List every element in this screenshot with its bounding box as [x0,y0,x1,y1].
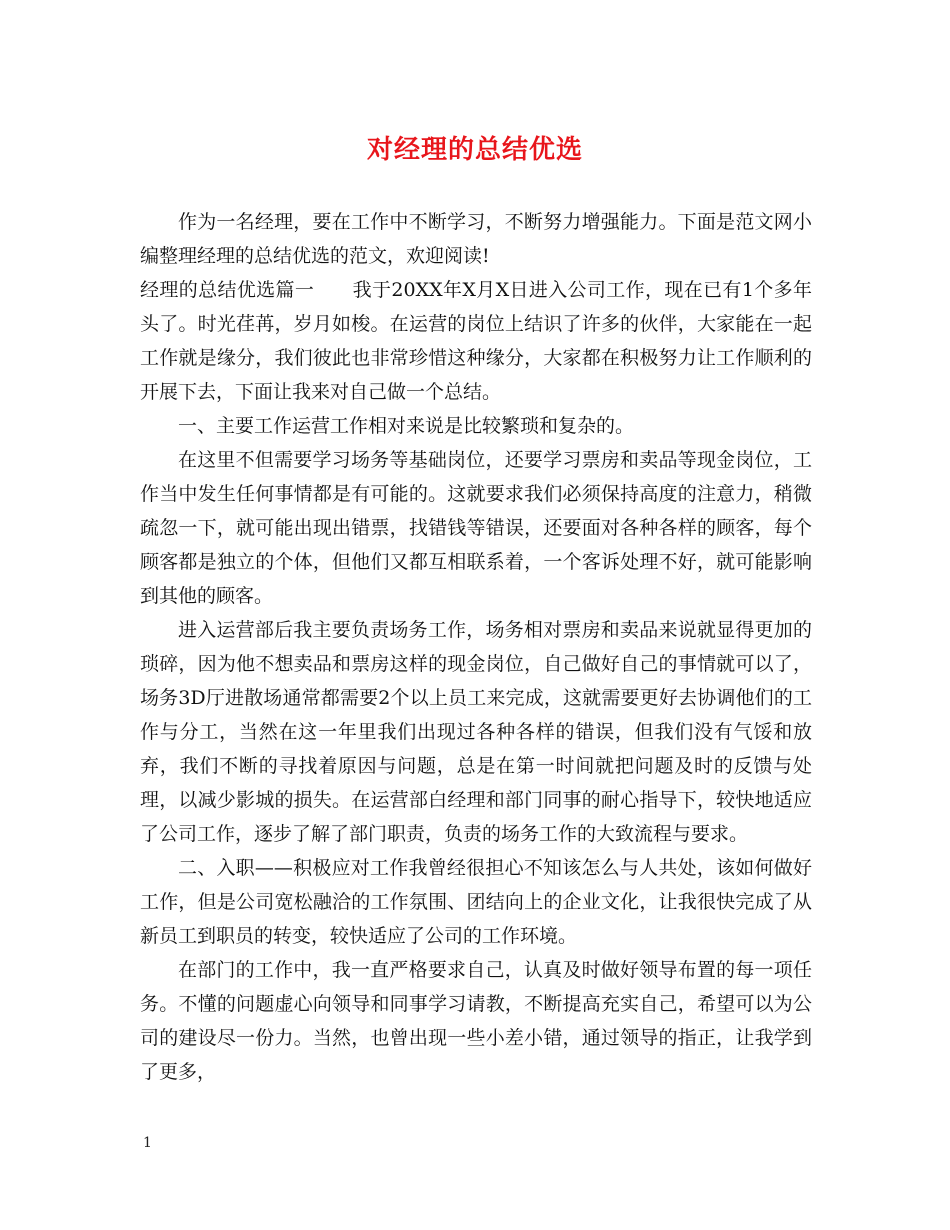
page-title: 对经理的总结优选 [366,135,583,165]
section-first-text: 我于20XX年X月X日进入公司工作，现在已有1个多年头了。时光荏苒，岁月如梭。在运营的岗位上结识了许多的伙伴，大家能在一起工作就是缘分，我们彼此也非常珍惜这种缘分，大家都在积极努力让工作顺利的开展下去，下面让我来对自己做一个总结。 [140,279,812,403]
body-paragraph-3: 进入运营部后我主要负责场务工作，场务相对票房和卖品来说就显得更加的琐碎，因为他不想卖品和票房这样的现金岗位，自己做好自己的事情就可以了，场务3D厅进散场通常都需要2个以上员工来完成，这就需要更好去协调他们的工作与分工，当然在这一年里我们出现过各种各样的错误，但我们没有气馁和放弃，我们不断的寻找着原因与问题，总是在第一时间就把问题及时的反馈与处理，以减少影城的损失。在运营部白经理和部门同事的耐心指导下，较快地适应了公司工作，逐步了解了部门职责，负责的场务工作的大致流程与要求。 [140,619,812,845]
body-paragraph-1: 一、主要工作运营工作相对来说是比较繁琐和复杂的。 [178,415,635,437]
body-paragraph-4: 二、入职——积极应对工作我曾经很担心不知该怎么与人共处，该如何做好工作，但是公司宽松融洽的工作氛围、团结向上的企业文化，让我很快完成了从新员工到职员的转变，较快适应了公司的工作环境。 [140,857,812,947]
section-one-paragraph [140,273,812,409]
document-body [140,205,812,1089]
body-paragraph-2: 在这里不但需要学习场务等基础岗位，还要学习票房和卖品等现金岗位，工作当中发生任何事情都是有可能的。这就要求我们必须保持高度的注意力，稍微疏忽一下，就可能出现出错票，找错钱等错误，还要面对各种各样的顾客，每个顾客都是独立的个体，但他们又都互相联系着，一个客诉处理不好，就可能影响到其他的顾客。 [140,449,812,607]
page-number: 1 [143,1135,152,1151]
body-paragraph-5: 在部门的工作中，我一直严格要求自己，认真及时做好领导布置的每一项任务。不懂的问题虚心向领导和同事学习请教，不断提高充实自己，希望可以为公司的建设尽一份力。当然，也曾出现一些小差小错，通过领导的指正，让我学到了更多， [140,959,812,1083]
section-heading: 经理的总结优选篇一 [140,279,315,301]
intro-paragraph: 作为一名经理，要在工作中不断学习，不断努力增强能力。下面是范文网小编整理经理的总结优选的范文，欢迎阅读! [140,211,812,267]
